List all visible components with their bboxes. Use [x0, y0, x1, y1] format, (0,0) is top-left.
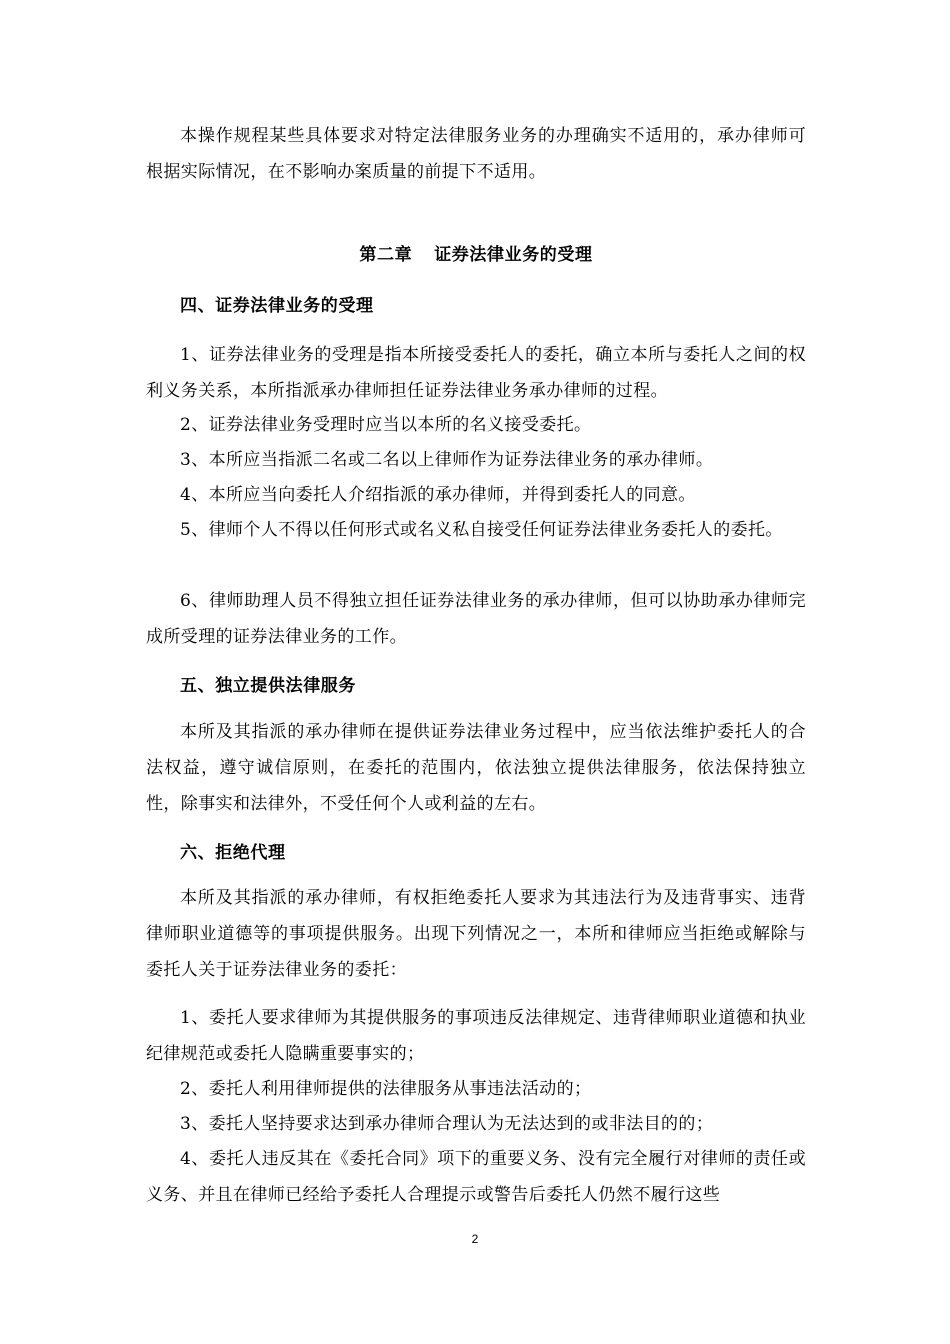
chapter-heading: [146, 237, 806, 273]
paragraph-4-2: 2、证券法律业务受理时应当以本所的名义接受委托。: [180, 415, 592, 435]
page-number: 2: [471, 1232, 479, 1246]
paragraph-6-1: 1、委托人要求律师为其提供服务的事项违反法律规定、违背律师职业道德和执业纪律规范或委托人隐瞒重要事实的；: [146, 1008, 806, 1064]
paragraph-6-4: 4、委托人违反其在《委托合同》项下的重要义务、没有完全履行对律师的责任或义务、并且在律师已经给予委托人合理提示或警告后委托人仍然不履行这些: [146, 1149, 806, 1205]
paragraph-6-intro: 本所及其指派的承办律师，有权拒绝委托人要求为其违法行为及违背事实、违背律师职业道德等的事项提供服务。出现下列情况之一，本所和律师应当拒绝或解除与委托人关于证券法律业务的委托：: [146, 888, 806, 980]
paragraph-4-5: 5、律师个人不得以任何形式或名义私自接受任何证券法律业务委托人的委托。: [180, 520, 783, 540]
section-heading-4: 四、证券法律业务的受理: [180, 296, 374, 316]
intro-paragraph: 本操作规程某些具体要求对特定法律服务业务的办理确实不适用的，承办律师可根据实际情况，在不影响办案质量的前提下不适用。: [146, 126, 806, 182]
paragraph-4-1: 1、证券法律业务的受理是指本所接受委托人的委托，确立本所与委托人之间的权利义务关系，本所指派承办律师担任证券法律业务承办律师的过程。: [146, 345, 806, 401]
chapter-number: 第二章: [359, 245, 413, 265]
paragraph-6-3: 3、委托人坚持要求达到承办律师合理认为无法达到的或非法目的的；: [180, 1114, 714, 1134]
paragraph-5-1: 本所及其指派的承办律师在提供证券法律业务过程中，应当依法维护委托人的合法权益，遵守诚信原则，在委托的范围内，依法独立提供法律服务，依法保持独立性，除事实和法律外，不受任何个人或利益的左右。: [146, 722, 806, 814]
paragraph-4-4: 4、本所应当向委托人介绍指派的承办律师，并得到委托人的同意。: [180, 485, 696, 505]
chapter-title: 证券法律业务的受理: [434, 245, 593, 265]
section-heading-5: 五、独立提供法律服务: [180, 676, 356, 696]
paragraph-4-6: 6、律师助理人员不得独立担任证券法律业务的承办律师，但可以协助承办律师完成所受理的证券法律业务的工作。: [146, 591, 806, 647]
paragraph-4-3: 3、本所应当指派二名或二名以上律师作为证券法律业务的承办律师。: [180, 450, 714, 470]
section-heading-6: 六、拒绝代理: [180, 843, 286, 863]
paragraph-6-2: 2、委托人利用律师提供的法律服务从事违法活动的；: [180, 1079, 592, 1099]
